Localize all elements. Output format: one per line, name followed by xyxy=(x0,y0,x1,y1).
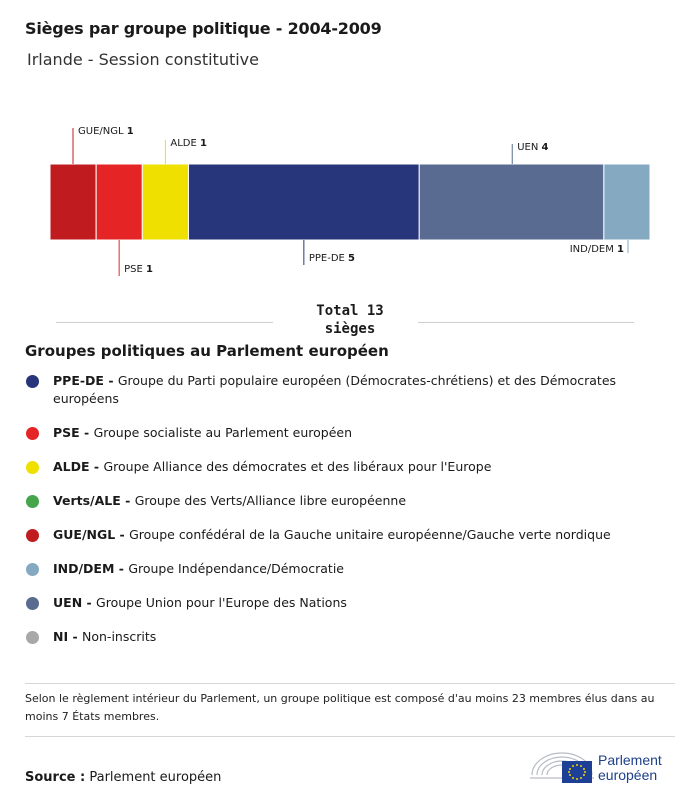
chart-subtitle: Irlande - Session constitutive xyxy=(27,50,259,69)
segment-label-ind-dem: IND/DEM 1 xyxy=(569,244,624,255)
legend-desc: Groupe Union pour l'Europe des Nations xyxy=(96,595,347,610)
total-divider-right xyxy=(418,322,634,323)
note-divider-bottom xyxy=(25,736,675,737)
legend-swatch-verts-ale xyxy=(26,495,39,508)
legend-abbr: UEN - xyxy=(53,595,97,610)
logo-text xyxy=(598,753,662,783)
legend-item-uen xyxy=(25,594,645,612)
bar-segment-pse xyxy=(96,164,142,240)
legend-abbr: ALDE - xyxy=(53,459,104,474)
segment-label-ppe-de: PPE-DE 5 xyxy=(308,253,356,264)
total-seats-unit: sièges xyxy=(324,321,376,337)
legend-title: Groupes politiques au Parlement européen xyxy=(25,342,389,360)
legend-abbr: PSE - xyxy=(53,425,94,440)
legend-item-pse xyxy=(25,424,645,442)
legend-swatch-ppe-de xyxy=(26,375,39,388)
segment-label-gue-ngl: GUE/NGL 1 xyxy=(78,126,134,137)
legend-item-gue-ngl xyxy=(25,526,645,544)
seat-bar-chart xyxy=(0,120,700,290)
legend-desc: Groupe socialiste au Parlement européen xyxy=(93,425,353,440)
legend-abbr: IND/DEM - xyxy=(53,561,129,576)
note-divider-top xyxy=(25,683,675,684)
source-value: Parlement européen xyxy=(89,770,222,785)
bar-segment-ind-dem xyxy=(604,164,650,240)
bar-segment-ppe-de xyxy=(188,164,419,240)
segment-label-pse: PSE 1 xyxy=(124,264,153,275)
legend-swatch-ind-dem xyxy=(26,563,39,576)
legend-swatch-pse xyxy=(26,427,39,440)
logo-text-line1: Parlement xyxy=(598,752,662,768)
european-parliament-emblem-icon xyxy=(528,745,596,787)
legend-swatch-ni xyxy=(26,631,39,644)
logo-text-line2: européen xyxy=(598,767,658,783)
footnote: Selon le règlement intérieur du Parlement, un groupe politique est composé d'au moins 23 membres élus dans au moins 7 États membres. xyxy=(25,692,655,723)
legend-desc: Groupe du Parti populaire européen (Démocrates-chrétiens) et des Démocrates européens xyxy=(53,373,617,406)
legend-item-ni xyxy=(25,628,645,646)
legend-abbr: NI - xyxy=(53,629,83,644)
total-divider-left xyxy=(56,322,273,323)
source-label: Source : xyxy=(25,770,86,785)
legend-desc: Groupe confédéral de la Gauche unitaire européenne/Gauche verte nordique xyxy=(129,527,611,542)
bar-segment-gue-ngl xyxy=(50,164,96,240)
segment-label-alde: ALDE 1 xyxy=(170,138,207,149)
legend-abbr: PPE-DE - xyxy=(53,373,118,388)
legend-abbr: GUE/NGL - xyxy=(53,527,130,542)
legend-swatch-uen xyxy=(26,597,39,610)
bar-segment-uen xyxy=(419,164,604,240)
legend-swatch-gue-ngl xyxy=(26,529,39,542)
total-seats xyxy=(300,302,400,338)
source xyxy=(25,770,221,785)
chart-title: Sièges par groupe politique - 2004-2009 xyxy=(25,19,382,38)
legend xyxy=(25,372,645,646)
bar-segment-alde xyxy=(142,164,188,240)
legend-item-alde xyxy=(25,458,645,476)
european-parliament-logo xyxy=(528,745,688,787)
legend-item-verts-ale xyxy=(25,492,645,510)
legend-item-ind-dem xyxy=(25,560,645,578)
legend-desc: Non-inscrits xyxy=(82,629,157,644)
legend-item-ppe-de xyxy=(25,372,645,408)
legend-abbr: Verts/ALE - xyxy=(53,493,135,508)
legend-desc: Groupe Indépendance/Démocratie xyxy=(128,561,344,576)
total-seats-count: Total 13 xyxy=(316,303,384,319)
legend-desc: Groupe Alliance des démocrates et des libéraux pour l'Europe xyxy=(103,459,492,474)
segment-label-uen: UEN 4 xyxy=(517,142,549,153)
legend-swatch-alde xyxy=(26,461,39,474)
legend-desc: Groupe des Verts/Alliance libre européenne xyxy=(134,493,407,508)
